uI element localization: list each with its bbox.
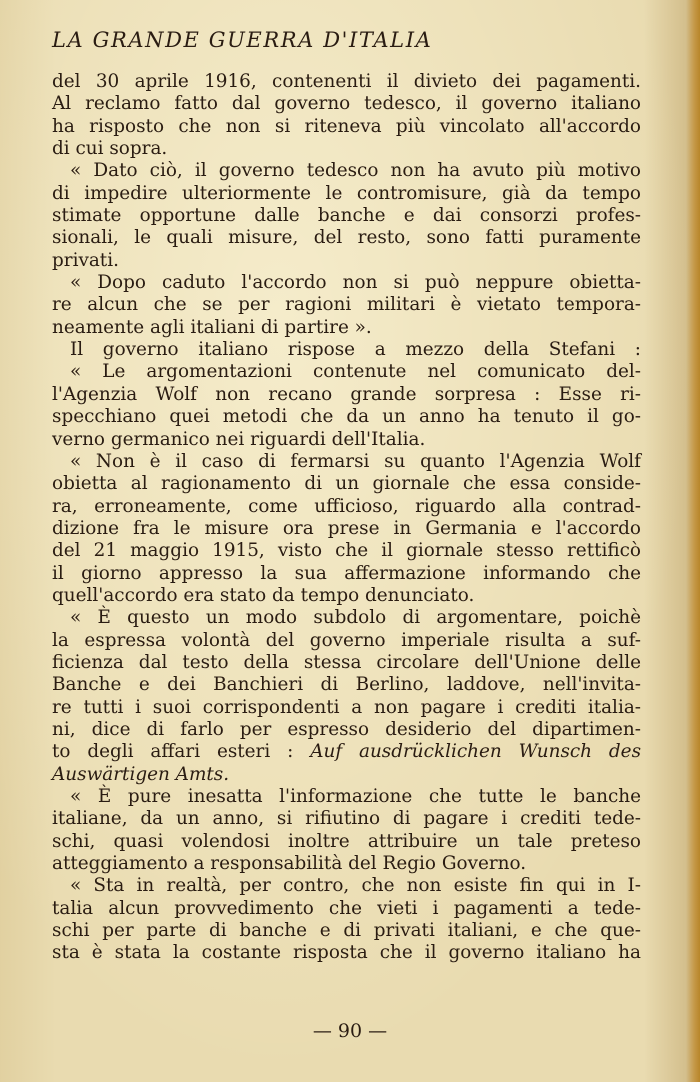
text-line: sionali, le quali misure, del resto, sono fatti puramente — [52, 227, 641, 249]
text-line: ra, erroneamente, come ufficioso, riguardo alla contrad- — [52, 495, 641, 517]
running-head: LA GRANDE GUERRA D'ITALIA — [52, 28, 433, 52]
text-line: « Sta in realtà, per contro, che non esiste fin qui in I- — [70, 875, 641, 897]
text-line: ha risposto che non si riteneva più vincolato all'accordo — [52, 115, 641, 137]
text-line: specchiano quei metodi che da un anno ha tenuto il go- — [52, 406, 641, 428]
text-line: schi, quasi volendosi inoltre attribuire un tale preteso — [52, 830, 641, 852]
text-line-start: to degli affari esteri : — [52, 741, 294, 763]
text-line: talia alcun provvedimento che vieti i pagamenti a tede- — [52, 897, 641, 919]
german-quote: Auf ausdrücklichen Wunsch des — [310, 741, 642, 763]
german-quote-end: Auswärtigen Amts. — [52, 763, 230, 785]
text-line: atteggiamento a responsabilità del Regio Governo. — [52, 853, 527, 875]
text-line: privati. — [52, 249, 119, 271]
body-text — [52, 71, 641, 965]
text-line: « Dato ciò, il governo tedesco non ha avuto più motivo — [70, 160, 641, 182]
text-line: « È pure inesatta l'informazione che tutte le banche — [70, 786, 641, 807]
text-line: dizione fra le misure ora prese in Germania e l'accordo — [52, 517, 641, 539]
text-line: l'Agenzia Wolf non recano grande sorpresa : Esse ri- — [52, 383, 641, 405]
text-line: Il governo italiano rispose a mezzo della Stefani : — [70, 339, 641, 361]
text-line: « Dopo caduto l'accordo non si può neppure obietta- — [70, 272, 641, 294]
text-line: « È questo un modo subdolo di argomentare, poichè — [70, 607, 641, 629]
text-line: il giorno appresso la sua affermazione informando che — [52, 562, 641, 584]
text-line: quell'accordo era stato da tempo denunciato. — [52, 584, 475, 606]
text-line: re tutti i suoi corrispondenti a non pagare i crediti italia- — [52, 696, 641, 718]
text-line: Banche e dei Banchieri di Berlino, laddove, nell'invita- — [52, 674, 641, 696]
text-line: « Non è il caso di fermarsi su quanto l'Agenzia Wolf — [70, 450, 641, 472]
text-line: del 30 aprile 1916, contenenti il divieto dei pagamenti. — [52, 71, 641, 92]
text-line: ni, dice di farlo per espresso desiderio del dipartimen- — [52, 718, 641, 740]
text-line: italiane, da un anno, si rifiutino di pagare i crediti tede- — [52, 808, 641, 830]
text-line: neamente agli italiani di partire ». — [52, 316, 372, 338]
text-line: stimate opportune dalle banche e dai consorzi profes- — [52, 205, 641, 227]
text-line — [52, 741, 641, 763]
text-line: schi per parte di banche e di privati italiani, e che que- — [52, 920, 641, 942]
text-line: Al reclamo fatto dal governo tedesco, il governo italiano — [52, 93, 641, 115]
text-line: verno germanico nei riguardi dell'Italia. — [52, 428, 426, 450]
text-line: di impedire ulteriormente le contromisure, già da tempo — [52, 182, 641, 204]
text-line: re alcun che se per ragioni militari è vietato tempora- — [52, 294, 641, 316]
text-line: obietta al ragionamento di un giornale che essa conside- — [52, 473, 641, 495]
text-line: di cui sopra. — [52, 138, 168, 160]
text-line: ficienza dal testo della stessa circolare dell'Unione delle — [52, 651, 641, 673]
text-line: la espressa volontà del governo imperiale risulta a suf- — [52, 629, 641, 651]
text-line — [52, 764, 641, 786]
page-number: — 90 — — [312, 1020, 388, 1042]
text-line: « Le argomentazioni contenute nel comunicato del- — [70, 361, 641, 383]
page-edge — [686, 0, 700, 1082]
text-line: sta è stata la costante risposta che il governo italiano ha — [52, 942, 641, 964]
text-line: del 21 maggio 1915, visto che il giornale stesso rettificò — [52, 540, 641, 562]
